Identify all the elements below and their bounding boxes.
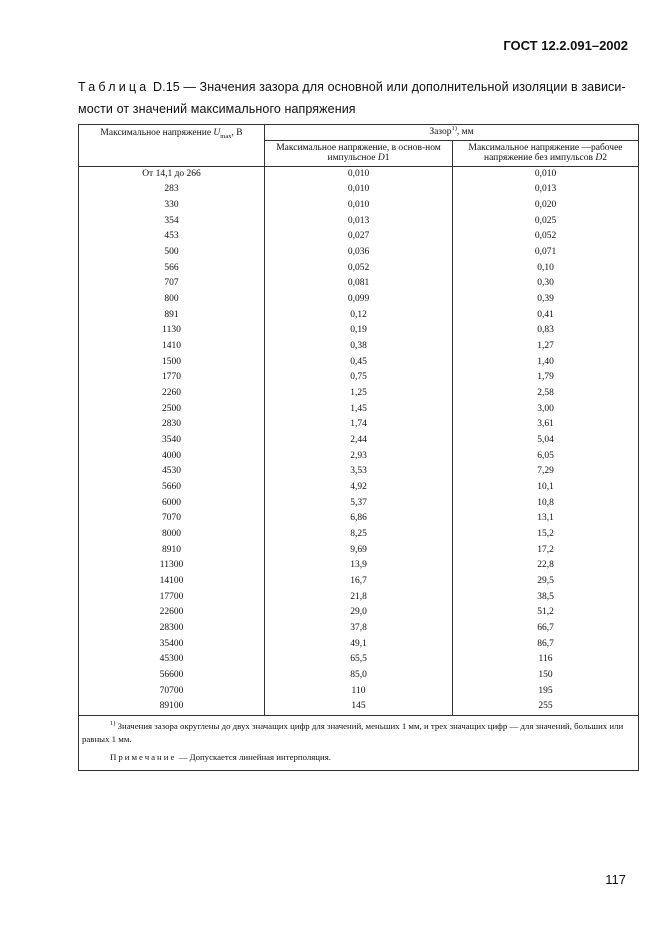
table-row — [79, 276, 639, 292]
clearance-d1-cell: 9,69 — [265, 543, 453, 559]
clearance-d1-cell: 65,5 — [265, 652, 453, 668]
clearance-d2-cell: 0,071 — [453, 245, 639, 261]
table-note: Примечание — Допускается линейная интерполяция. — [110, 752, 331, 763]
clearance-d2-cell: 150 — [453, 668, 639, 684]
clearance-d2-cell: 66,7 — [453, 621, 639, 637]
voltage-cell: 283 — [79, 182, 265, 198]
clearance-d2-cell: 1,27 — [453, 339, 639, 355]
table-row — [79, 699, 639, 715]
table-row — [79, 684, 639, 700]
clearance-d2-cell: 0,020 — [453, 198, 639, 214]
table-caption — [78, 76, 634, 120]
clearance-d2-cell: 86,7 — [453, 637, 639, 653]
table-row — [79, 370, 639, 386]
clearance-d1-cell: 13,9 — [265, 558, 453, 574]
clearance-d1-cell: 0,027 — [265, 229, 453, 245]
voltage-cell: 707 — [79, 276, 265, 292]
table-row — [79, 464, 639, 480]
clearance-d1-cell: 4,92 — [265, 480, 453, 496]
table-row — [79, 323, 639, 339]
voltage-cell: 2830 — [79, 417, 265, 433]
voltage-cell: 453 — [79, 229, 265, 245]
clearance-d1-cell: 0,010 — [265, 182, 453, 198]
clearance-d2-cell: 1,79 — [453, 370, 639, 386]
clearance-d1-cell: 110 — [265, 684, 453, 700]
table-row — [79, 386, 639, 402]
clearance-d2-cell: 0,30 — [453, 276, 639, 292]
clearance-d2-cell: 0,025 — [453, 214, 639, 230]
clearance-d1-cell: 0,052 — [265, 261, 453, 277]
voltage-cell: 2500 — [79, 402, 265, 418]
voltage-cell: 500 — [79, 245, 265, 261]
clearance-d2-cell: 1,40 — [453, 355, 639, 371]
clearance-d2-cell: 22,8 — [453, 558, 639, 574]
voltage-cell: 8000 — [79, 527, 265, 543]
clearance-table — [78, 124, 639, 771]
table-row — [79, 292, 639, 308]
clearance-d2-cell: 195 — [453, 684, 639, 700]
clearance-d2-cell: 0,41 — [453, 308, 639, 324]
clearance-d1-cell: 1,45 — [265, 402, 453, 418]
clearance-d1-cell: 0,38 — [265, 339, 453, 355]
clearance-d2-cell: 255 — [453, 699, 639, 715]
clearance-group-header: Зазор$^{1)}$, мм — [265, 125, 639, 141]
clearance-d1-cell: 6,86 — [265, 511, 453, 527]
voltage-cell: 22600 — [79, 605, 265, 621]
table-row — [79, 574, 639, 590]
caption-text: — Значения зазора для основной или дополнительной изоляции в зависи- — [179, 80, 626, 94]
clearance-d2-cell: 3,61 — [453, 417, 639, 433]
voltage-cell: 566 — [79, 261, 265, 277]
voltage-cell: 1770 — [79, 370, 265, 386]
table-row — [79, 480, 639, 496]
voltage-cell: 28300 — [79, 621, 265, 637]
table-row — [79, 355, 639, 371]
table-row — [79, 229, 639, 245]
voltage-cell: 70700 — [79, 684, 265, 700]
table-body — [79, 166, 639, 716]
caption-lead: Таблица — [78, 80, 150, 94]
clearance-d2-cell: 13,1 — [453, 511, 639, 527]
voltage-cell: 17700 — [79, 590, 265, 606]
clearance-d2-cell: 6,05 — [453, 449, 639, 465]
voltage-cell: 6000 — [79, 496, 265, 512]
table-row — [79, 543, 639, 559]
clearance-d2-cell: 3,00 — [453, 402, 639, 418]
clearance-d2-cell: 0,83 — [453, 323, 639, 339]
clearance-d1-cell: 0,099 — [265, 292, 453, 308]
voltage-cell: 1130 — [79, 323, 265, 339]
clearance-d1-cell: 29,0 — [265, 605, 453, 621]
clearance-d1-cell: 21,8 — [265, 590, 453, 606]
voltage-cell: 891 — [79, 308, 265, 324]
voltage-cell: 1410 — [79, 339, 265, 355]
clearance-d1-cell: 0,75 — [265, 370, 453, 386]
clearance-d1-cell: 5,37 — [265, 496, 453, 512]
clearance-d1-cell: 2,93 — [265, 449, 453, 465]
footnote: $^{1)}$ Значения зазора округлены до двух значащих цифр для значений, меньших 1 мм, и трех значащих цифр — для значений, больших или равных 1 мм. — [82, 720, 624, 745]
col-voltage-header: Максимальное напряжение $U_{max}$, В — [79, 125, 265, 167]
table-row — [79, 621, 639, 637]
table-row — [79, 605, 639, 621]
clearance-d2-cell: 0,39 — [453, 292, 639, 308]
clearance-d2-cell: 0,010 — [453, 166, 639, 182]
clearance-d1-cell: 145 — [265, 699, 453, 715]
clearance-d2-cell: 2,58 — [453, 386, 639, 402]
table-row — [79, 214, 639, 230]
table-row — [79, 433, 639, 449]
clearance-d1-cell: 1,74 — [265, 417, 453, 433]
clearance-d1-cell: 3,53 — [265, 464, 453, 480]
clearance-d1-cell: 1,25 — [265, 386, 453, 402]
clearance-d1-cell: 0,013 — [265, 214, 453, 230]
voltage-cell: 354 — [79, 214, 265, 230]
table-row — [79, 417, 639, 433]
table-row — [79, 198, 639, 214]
voltage-cell: 5660 — [79, 480, 265, 496]
table-row — [79, 558, 639, 574]
voltage-cell: 45300 — [79, 652, 265, 668]
voltage-cell: 35400 — [79, 637, 265, 653]
voltage-cell: От 14,1 до 266 — [79, 166, 265, 182]
clearance-d1-cell: 0,036 — [265, 245, 453, 261]
clearance-d2-cell: 38,5 — [453, 590, 639, 606]
table-row — [79, 590, 639, 606]
clearance-d2-cell: 15,2 — [453, 527, 639, 543]
clearance-d1-cell: 85,0 — [265, 668, 453, 684]
clearance-d1-cell: 0,19 — [265, 323, 453, 339]
clearance-d2-cell: 10,1 — [453, 480, 639, 496]
clearance-d1-cell: 0,12 — [265, 308, 453, 324]
table-row — [79, 339, 639, 355]
table-row — [79, 166, 639, 182]
clearance-d2-cell: 0,052 — [453, 229, 639, 245]
clearance-d2-cell: 17,2 — [453, 543, 639, 559]
clearance-d2-cell: 116 — [453, 652, 639, 668]
table-row — [79, 402, 639, 418]
clearance-d1-cell: 2,44 — [265, 433, 453, 449]
clearance-d2-cell: 51,2 — [453, 605, 639, 621]
table-row — [79, 449, 639, 465]
table-row — [79, 308, 639, 324]
table-row — [79, 182, 639, 198]
clearance-d1-cell: 8,25 — [265, 527, 453, 543]
voltage-cell: 56600 — [79, 668, 265, 684]
col-d2-header: Максимальное напряжение —рабочее напряжение без импульсов D2 — [453, 140, 639, 166]
clearance-d2-cell: 7,29 — [453, 464, 639, 480]
clearance-d1-cell: 37,8 — [265, 621, 453, 637]
table-row — [79, 245, 639, 261]
clearance-d1-cell: 0,45 — [265, 355, 453, 371]
clearance-d2-cell: 5,04 — [453, 433, 639, 449]
table-row — [79, 511, 639, 527]
clearance-d2-cell: 29,5 — [453, 574, 639, 590]
table-row — [79, 637, 639, 653]
clearance-d1-cell: 49,1 — [265, 637, 453, 653]
clearance-d2-cell: 10,8 — [453, 496, 639, 512]
table-row — [79, 496, 639, 512]
col-d1-header: Максимальное напряжение, в основ-ном импульсное D1 — [265, 140, 453, 166]
voltage-cell: 7070 — [79, 511, 265, 527]
clearance-d1-cell: 0,010 — [265, 166, 453, 182]
voltage-cell: 330 — [79, 198, 265, 214]
table-footnotes — [79, 716, 639, 771]
voltage-cell: 4000 — [79, 449, 265, 465]
voltage-cell: 800 — [79, 292, 265, 308]
voltage-cell: 3540 — [79, 433, 265, 449]
voltage-cell: 8910 — [79, 543, 265, 559]
clearance-d1-cell: 16,7 — [265, 574, 453, 590]
voltage-cell: 89100 — [79, 699, 265, 715]
table-row — [79, 668, 639, 684]
clearance-d1-cell: 0,081 — [265, 276, 453, 292]
caption-number: D.15 — [153, 80, 180, 94]
voltage-cell: 2260 — [79, 386, 265, 402]
voltage-cell: 1500 — [79, 355, 265, 371]
table-row — [79, 527, 639, 543]
page-number: 117 — [605, 872, 626, 887]
clearance-d2-cell: 0,013 — [453, 182, 639, 198]
table-row — [79, 652, 639, 668]
voltage-cell: 14100 — [79, 574, 265, 590]
clearance-d2-cell: 0,10 — [453, 261, 639, 277]
table-row — [79, 261, 639, 277]
voltage-cell: 4530 — [79, 464, 265, 480]
document-code: ГОСТ 12.2.091–2002 — [503, 38, 628, 53]
caption-text-line2: мости от значений максимального напряжения — [78, 102, 356, 116]
voltage-cell: 11300 — [79, 558, 265, 574]
clearance-d1-cell: 0,010 — [265, 198, 453, 214]
